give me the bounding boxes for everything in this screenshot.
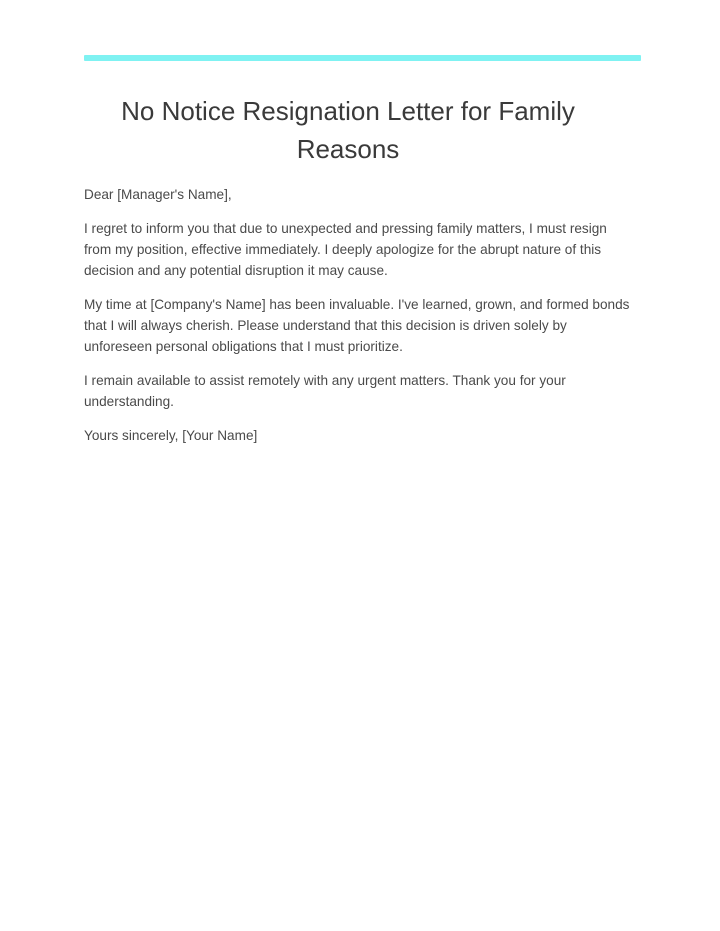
letter-body — [84, 184, 632, 459]
letter-title: No Notice Resignation Letter for Family Reasons — [121, 96, 575, 164]
header-accent-bar — [84, 55, 641, 61]
paragraph-3: I remain available to assist remotely with any urgent matters. Thank you for your understanding. — [84, 373, 566, 409]
closing: Yours sincerely, [Your Name] — [84, 428, 258, 443]
paragraph-2: My time at [Company's Name] has been invaluable. I've learned, grown, and formed bonds that I will always cherish. Please understand that this decision is driven solely by unforeseen personal obligations that I must prioritize. — [84, 297, 630, 354]
salutation: Dear [Manager's Name], — [84, 187, 232, 202]
paragraph-1: I regret to inform you that due to unexpected and pressing family matters, I must resign from my position, effective immediately. I deeply apologize for the abrupt nature of this decision and any potential disruption it may cause. — [84, 221, 607, 278]
